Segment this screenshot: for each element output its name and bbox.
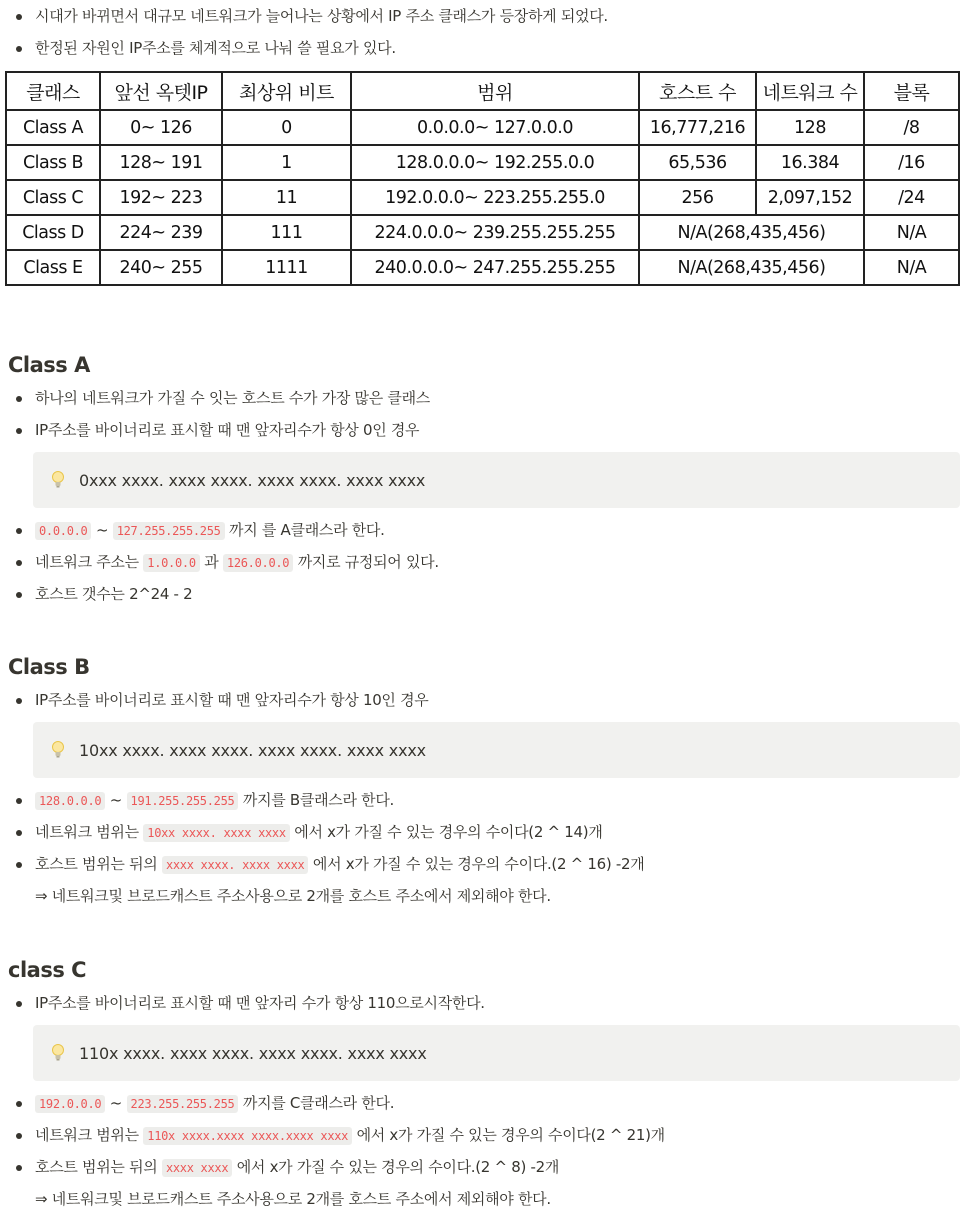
list-item-text: 호스트 범위는 뒤의: [35, 1158, 162, 1176]
table-cell: /8: [864, 110, 959, 145]
table-cell: Class E: [6, 250, 100, 285]
list-item: IP주소를 바이너리로 표시할 때 맨 앞자리수가 항상 0인 경우: [0, 414, 965, 446]
header-hosts: 호스트 수: [639, 72, 756, 110]
class-b-list: [0, 684, 965, 716]
class-b-section: [0, 650, 965, 912]
table-row: [6, 110, 959, 145]
table-row: [6, 250, 959, 285]
table-cell: Class B: [6, 145, 100, 180]
inline-code: 223.255.255.255: [127, 1095, 239, 1113]
header-first-octet: 앞선 옥텟IP: [100, 72, 222, 110]
list-item: IP주소를 바이너리로 표시할 때 맨 앞자리수가 항상 10인 경우: [0, 684, 965, 716]
callout-text: 10xx xxxx. xxxx xxxx. xxxx xxxx. xxxx xxxx: [79, 740, 426, 760]
table-cell: 111: [222, 215, 351, 250]
inline-code: 110x xxxx.xxxx xxxx.xxxx xxxx: [143, 1127, 352, 1145]
header-networks: 네트워크 수: [756, 72, 864, 110]
class-c-list: [0, 987, 965, 1019]
list-item-text: 까지 를 A클래스라 한다.: [224, 521, 385, 539]
class-b-heading: Class B: [8, 655, 90, 679]
list-item-text: 에서 x가 가질 수 있는 경우의 수이다(2 ^ 14)개: [289, 823, 603, 841]
list-item: [0, 816, 965, 848]
table-cell: 1111: [222, 250, 351, 285]
table-cell: 128.0.0.0~ 192.255.0.0: [351, 145, 639, 180]
table-cell: N/A(268,435,456): [639, 250, 864, 285]
callout-text: 110x xxxx. xxxx xxxx. xxxx xxxx. xxxx xxxx: [79, 1043, 427, 1063]
table-cell: 256: [639, 180, 756, 215]
table-cell: 224~ 239: [100, 215, 222, 250]
list-item-text: 네트워크 범위는: [35, 823, 144, 841]
table-cell: N/A: [864, 215, 959, 250]
note-line: ⇒ 네트워크및 브로드캐스트 주소사용으로 2개를 호스트 주소에서 제외해야 한다.: [35, 887, 551, 905]
class-a-callout: [33, 452, 960, 508]
table-cell: 240.0.0.0~ 247.255.255.255: [351, 250, 639, 285]
class-a-section: [0, 348, 965, 610]
list-item-text: ~: [105, 791, 127, 809]
class-b-list-2: [0, 784, 965, 912]
header-block: 블록: [864, 72, 959, 110]
list-item: IP주소를 바이너리로 표시할 때 맨 앞자리 수가 항상 110으로시작한다.: [0, 987, 965, 1019]
lightbulb-icon: [47, 738, 69, 762]
lightbulb-icon: [47, 1041, 69, 1065]
header-top-bits: 최상위 비트: [222, 72, 351, 110]
table-cell: 192~ 223: [100, 180, 222, 215]
inline-code: 10xx xxxx. xxxx xxxx: [143, 824, 290, 842]
list-item: [0, 784, 965, 816]
list-item-text: 에서 x가 가질 수 있는 경우의 수이다(2 ^ 21)개: [352, 1126, 665, 1144]
lightbulb-icon: [47, 468, 69, 492]
list-item-text: 까지로 규정되어 있다.: [293, 553, 439, 571]
table-cell: N/A: [864, 250, 959, 285]
table-cell: /16: [864, 145, 959, 180]
class-c-callout: [33, 1025, 960, 1081]
class-a-list: [0, 382, 965, 446]
table-cell: Class D: [6, 215, 100, 250]
inline-code: 191.255.255.255: [127, 792, 239, 810]
inline-code: 0.0.0.0: [35, 522, 91, 540]
table-row: [6, 180, 959, 215]
list-item: [0, 1151, 965, 1183]
table-cell: 11: [222, 180, 351, 215]
class-a-list-2: [0, 514, 965, 610]
table-cell: 65,536: [639, 145, 756, 180]
list-item: [0, 514, 965, 546]
intro-bullet-2: 한정된 자원인 IP주소를 체계적으로 나눠 쓸 필요가 있다.: [0, 32, 965, 64]
inline-code: xxxx xxxx. xxxx xxxx: [162, 856, 309, 874]
table-cell: 0~ 126: [100, 110, 222, 145]
intro-bullet-1: 시대가 바뀌면서 대규모 네트워크가 늘어나는 상황에서 IP 주소 클래스가 등장하게 되었다.: [0, 0, 965, 32]
table-cell: 128: [756, 110, 864, 145]
table-row: [6, 145, 959, 180]
inline-code: 127.255.255.255: [113, 522, 225, 540]
table-cell: /24: [864, 180, 959, 215]
list-item: [0, 1087, 965, 1119]
table-row: [6, 215, 959, 250]
class-a-heading: Class A: [8, 353, 90, 377]
table-cell: Class C: [6, 180, 100, 215]
header-range: 범위: [351, 72, 639, 110]
list-item-text: 과: [199, 553, 223, 571]
callout-text: 0xxx xxxx. xxxx xxxx. xxxx xxxx. xxxx xxxx: [79, 470, 426, 490]
table-header-row: [6, 72, 959, 110]
inline-code: xxxx xxxx: [162, 1159, 232, 1177]
list-item-text: ~: [105, 1094, 127, 1112]
list-item-text: 호스트 범위는 뒤의: [35, 855, 162, 873]
list-item-text: 에서 x가 가질 수 있는 경우의 수이다.(2 ^ 8) -2개: [232, 1158, 560, 1176]
table-cell: N/A(268,435,456): [639, 215, 864, 250]
list-item-text: 까지를 C클래스라 한다.: [238, 1094, 395, 1112]
class-c-heading: class C: [8, 958, 87, 982]
table-cell: 16,777,216: [639, 110, 756, 145]
inline-code: 1.0.0.0: [143, 554, 199, 572]
table-cell: 0.0.0.0~ 127.0.0.0: [351, 110, 639, 145]
header-class: 클래스: [6, 72, 100, 110]
table-cell: 2,097,152: [756, 180, 864, 215]
table-cell: 128~ 191: [100, 145, 222, 180]
note-line: ⇒ 네트워크및 브로드캐스트 주소사용으로 2개를 호스트 주소에서 제외해야 한다.: [35, 1190, 551, 1208]
list-item-text: 까지를 B클래스라 한다.: [238, 791, 394, 809]
inline-code: 192.0.0.0: [35, 1095, 105, 1113]
class-b-callout: [33, 722, 960, 778]
inline-code: 126.0.0.0: [223, 554, 293, 572]
table-cell: 1: [222, 145, 351, 180]
list-item: 하나의 네트워크가 가질 수 잇는 호스트 수가 가장 많은 클래스: [0, 382, 965, 414]
ip-class-table: [5, 71, 960, 286]
intro-section: [0, 0, 965, 64]
list-item-text: 에서 x가 가질 수 있는 경우의 수이다.(2 ^ 16) -2개: [308, 855, 645, 873]
table-cell: Class A: [6, 110, 100, 145]
class-c-section: [0, 953, 965, 1215]
list-item: [0, 1119, 965, 1151]
table-cell: 192.0.0.0~ 223.255.255.0: [351, 180, 639, 215]
list-item: [0, 546, 965, 578]
list-item: [0, 848, 965, 880]
table-cell: 0: [222, 110, 351, 145]
list-item: 호스트 갯수는 2^24 - 2: [0, 578, 965, 610]
list-item-text: 네트워크 주소는: [35, 553, 144, 571]
table-cell: 16.384: [756, 145, 864, 180]
list-item-text: 네트워크 범위는: [35, 1126, 144, 1144]
table-cell: 240~ 255: [100, 250, 222, 285]
intro-list: [0, 0, 965, 64]
inline-code: 128.0.0.0: [35, 792, 105, 810]
class-c-list-2: [0, 1087, 965, 1215]
list-item-text: ~: [91, 521, 113, 539]
table-cell: 224.0.0.0~ 239.255.255.255: [351, 215, 639, 250]
